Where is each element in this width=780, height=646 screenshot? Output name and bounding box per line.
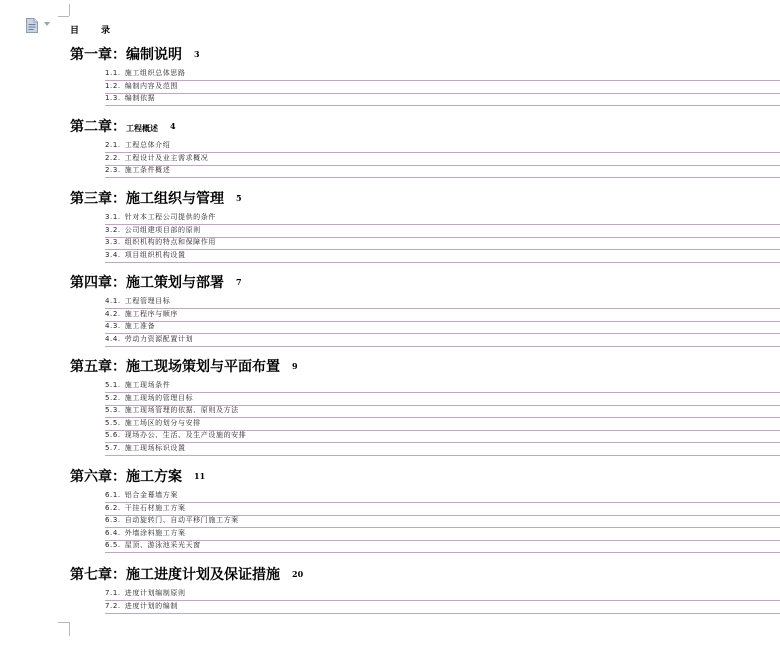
toc-entry-number: 3.1. <box>105 213 121 221</box>
toc-entry[interactable] <box>105 309 780 322</box>
toc-entry-text: 进度计划的编制 <box>124 601 178 610</box>
chapter-title: 第三章：施工组织与管理 <box>70 191 224 207</box>
crop-mark-bottom <box>69 622 70 636</box>
toc-entry[interactable] <box>105 225 780 238</box>
chapter-heading[interactable] <box>70 272 242 292</box>
toc-entry-number: 6.4. <box>105 528 121 537</box>
chapter-heading[interactable] <box>70 116 176 136</box>
toc-entry[interactable] <box>105 380 780 393</box>
chapter-page-number: 11 <box>194 471 206 481</box>
toc-entry-text: 施工现场条件 <box>124 381 171 389</box>
toc-entry[interactable] <box>105 237 780 250</box>
toc-entry[interactable] <box>105 93 780 106</box>
toc-entry[interactable] <box>105 528 780 541</box>
toc-entry-number: 2.2. <box>105 153 121 162</box>
toc-entry-text: 进度计划编制原则 <box>124 589 186 597</box>
toc-entry-number: 6.2. <box>105 503 121 512</box>
toc-entry-number: 5.2. <box>105 393 121 402</box>
toc-entry-text: 施工准备 <box>124 322 156 331</box>
toc-entry-text: 施工程序与顺序 <box>124 309 178 318</box>
toc-entry-number: 5.6. <box>105 431 121 440</box>
toc-entry-number: 5.7. <box>105 444 121 452</box>
chapter-title: 第一章：编制说明 <box>70 47 182 63</box>
toc-entry-text: 施工组织总体思路 <box>124 69 186 77</box>
toc-entry-number: 4.1. <box>105 297 121 305</box>
toc-entry[interactable] <box>105 430 780 443</box>
toc-entry-text: 编制依据 <box>124 94 156 103</box>
toc-entry-text: 铝合金幕墙方案 <box>124 491 178 499</box>
toc-entry-number: 6.5. <box>105 541 121 550</box>
chapter-page-number: 3 <box>194 49 200 59</box>
crop-mark-top <box>69 4 70 16</box>
toc-entry-number: 4.4. <box>105 334 121 343</box>
toc-entry-text: 施工现场管理的依据、原则及方法 <box>124 406 239 415</box>
chapter-page-number: 7 <box>236 277 242 287</box>
toc-entry-text: 项目组织机构设置 <box>124 250 186 259</box>
chapter-heading[interactable] <box>70 356 298 376</box>
toc-entry[interactable] <box>105 601 780 614</box>
toc-entry-text: 工程总体介绍 <box>124 141 171 149</box>
toc-entry-number: 5.3. <box>105 406 121 415</box>
chapter-page-number: 9 <box>292 361 298 371</box>
toc-entry-text: 干挂石材施工方案 <box>124 503 186 512</box>
toc-entry-text: 施工条件概述 <box>124 166 171 175</box>
toc-entry-number: 7.1. <box>105 589 121 597</box>
toc-entry[interactable] <box>105 140 780 153</box>
toc-entry-text: 外墙涂料施工方案 <box>124 528 186 537</box>
chapter-page-number: 5 <box>236 193 242 203</box>
chapter-title: 第四章：施工策划与部署 <box>70 275 224 291</box>
chapter-heading[interactable] <box>70 44 200 64</box>
toc-entry-text: 工程设计及业主需求概况 <box>124 153 209 162</box>
toc-entry-number: 1.3. <box>105 94 121 103</box>
toc-entry-text: 现场办公、生活、及生产设施的安排 <box>124 431 247 440</box>
toc-entry[interactable] <box>105 405 780 418</box>
toc-title-char-1: 目 <box>70 26 80 36</box>
toc-entry[interactable] <box>105 165 780 178</box>
toc-entry-number: 6.3. <box>105 516 121 525</box>
toc-entry[interactable] <box>105 588 780 601</box>
toc-entry[interactable] <box>105 515 780 528</box>
toc-entry-text: 屋顶、游泳池采光天窗 <box>124 541 201 550</box>
chapter-page-number: 20 <box>292 569 304 579</box>
crop-mark-top-h <box>58 16 69 17</box>
toc-entry-text: 施工现场标识设置 <box>124 444 186 452</box>
chapter-title: 第七章：施工进度计划及保证措施 <box>70 567 280 583</box>
toc-entry[interactable] <box>105 153 780 166</box>
toc-entry-text: 施工场区的划分与安排 <box>124 418 201 427</box>
chevron-down-icon[interactable] <box>44 22 50 26</box>
toc-entry-number: 1.1. <box>105 69 121 77</box>
toc-entry[interactable] <box>105 443 780 456</box>
toc-entry[interactable] <box>105 81 780 94</box>
toc-entry-text: 施工现场的管理目标 <box>124 393 194 402</box>
toc-entry[interactable] <box>105 490 780 503</box>
toc-entry-number: 2.3. <box>105 166 121 175</box>
toc-entry-number: 6.1. <box>105 491 121 499</box>
toc-entry-number: 4.3. <box>105 322 121 331</box>
toc-entry-text: 组织机构的特点和保障作用 <box>124 238 216 247</box>
toc-title-char-2: 录 <box>101 26 111 36</box>
chapter-heading[interactable] <box>70 188 242 208</box>
toc-entry-text: 公司组建项目部的原则 <box>124 225 201 234</box>
chapter-title: 第二章： <box>70 119 126 135</box>
toc-entry[interactable] <box>105 296 780 309</box>
chapter-heading[interactable] <box>70 466 205 486</box>
toc-entry[interactable] <box>105 540 780 553</box>
toc-entry-number: 5.1. <box>105 381 121 389</box>
toc-entry[interactable] <box>105 418 780 431</box>
toc-entry-number: 5.5. <box>105 418 121 427</box>
toc-entry[interactable] <box>105 212 780 225</box>
chapter-page-number: 4 <box>170 121 176 131</box>
chapter-title-small: 工程概述 <box>126 123 158 133</box>
chapter-title: 第六章：施工方案 <box>70 469 182 485</box>
chapter-heading[interactable] <box>70 564 303 584</box>
toc-entry-text: 工程管理目标 <box>124 297 171 305</box>
toc-entry[interactable] <box>105 68 780 81</box>
toc-entry-text: 针对本工程公司提供的条件 <box>124 213 216 221</box>
toc-entry-number: 3.2. <box>105 225 121 234</box>
toc-entry[interactable] <box>105 503 780 516</box>
document-icon[interactable] <box>26 18 38 33</box>
toc-entry-text: 劳动力资源配置计划 <box>124 334 194 343</box>
toc-entry-number: 1.2. <box>105 81 121 90</box>
toc-entry-text: 自动旋转门、自动平移门施工方案 <box>124 516 239 525</box>
toc-entry[interactable] <box>105 334 780 347</box>
toc-entry[interactable] <box>105 250 780 263</box>
toc-entry-number: 3.3. <box>105 238 121 247</box>
toc-entry-text: 编制内容及范围 <box>124 81 178 90</box>
chapter-title: 第五章：施工现场策划与平面布置 <box>70 359 280 375</box>
toc-entry-number: 2.1. <box>105 141 121 149</box>
toc-entry-number: 7.2. <box>105 601 121 610</box>
toc-title <box>70 23 110 36</box>
crop-mark-bottom-h <box>58 622 69 623</box>
toc-entry[interactable] <box>105 393 780 406</box>
toc-entry[interactable] <box>105 321 780 334</box>
toc-entry-number: 3.4. <box>105 250 121 259</box>
toc-entry-number: 4.2. <box>105 309 121 318</box>
